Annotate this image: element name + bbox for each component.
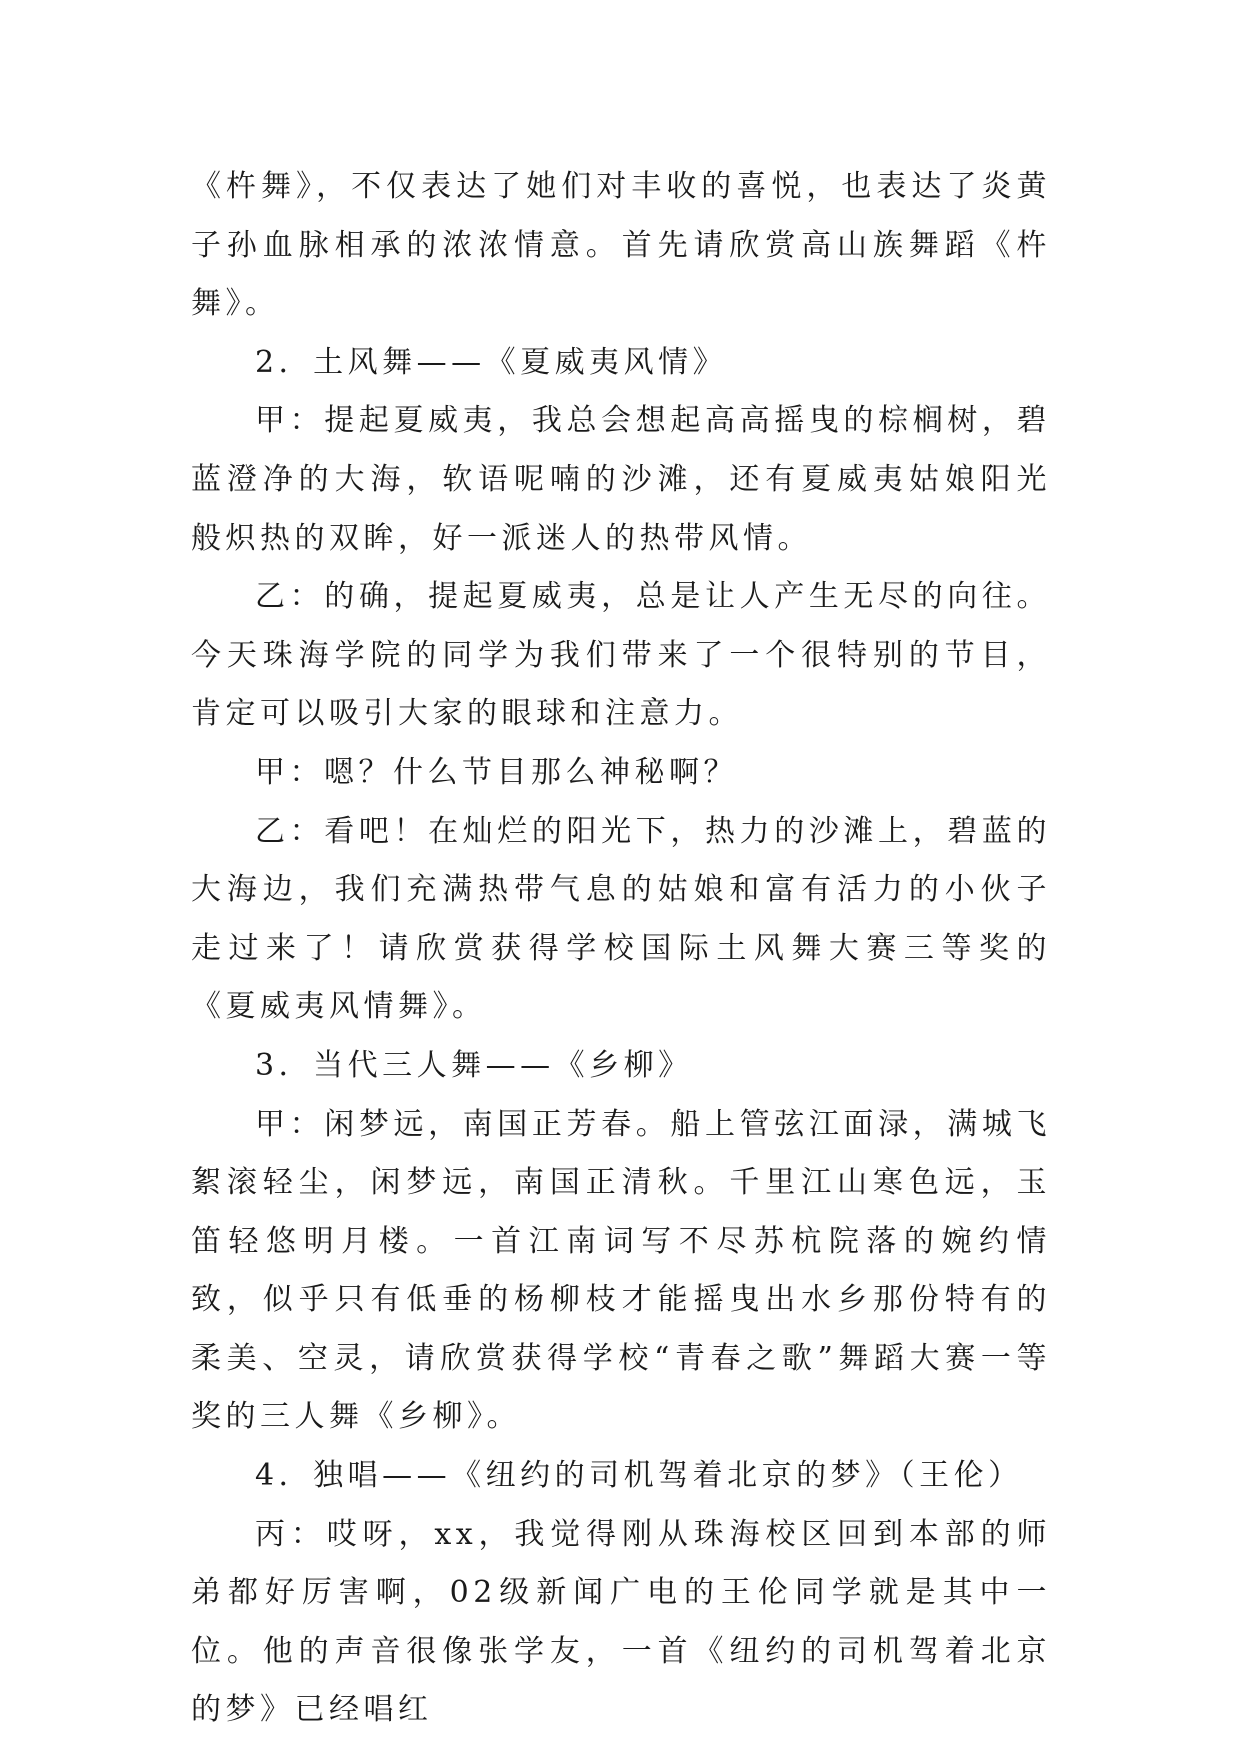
section-heading: 3．当代三人舞——《乡柳》 xyxy=(255,1047,693,1083)
paragraph: 《杵舞》，不仅表达了她们对丰收的喜悦，也表达了炎黄子孙血脉相承的浓浓情意。首先请欣赏高山族舞蹈《杵舞》。 xyxy=(191,169,1051,322)
paragraph: 乙：看吧！在灿烂的阳光下，热力的沙滩上，碧蓝的大海边，我们充满热带气息的姑娘和富有活力的小伙子走过来了！请欣赏获得学校国际土风舞大赛三等奖的《夏威夷风情舞》。 xyxy=(191,813,1051,1025)
paragraph: 乙：的确，提起夏威夷，总是让人产生无尽的向往。今天珠海学院的同学为我们带来了一个很特别的节目，肯定可以吸引大家的眼球和注意力。 xyxy=(191,579,1051,732)
section-heading: 4．独唱——《纽约的司机驾着北京的梦》（王伦） xyxy=(255,1458,1023,1494)
paragraph: 甲：嗯？什么节目那么神秘啊？ xyxy=(255,754,738,790)
paragraph: 甲：提起夏威夷，我总会想起高高摇曳的棕榈树，碧蓝澄净的大海，软语呢喃的沙滩，还有夏威夷姑娘阳光般炽热的双眸，好一派迷人的热带风情。 xyxy=(191,403,1051,556)
paragraph: 丙：哎呀，xx，我觉得刚从珠海校区回到本部的师弟都好厉害啊，02级新闻广电的王伦同学就是其中一位。他的声音很像张学友，一首《纽约的司机驾着北京的梦》已经唱红 xyxy=(191,1516,1051,1728)
section-heading: 2．土风舞——《夏威夷风情》 xyxy=(255,344,728,380)
document-body xyxy=(191,158,1051,1740)
paragraph: 甲：闲梦远，南国正芳春。船上管弦江面渌，满城飞絮滚轻尘，闲梦远，南国正清秋。千里江山寒色远，玉笛轻悠明月楼。一首江南词写不尽苏杭院落的婉约情致，似乎只有低垂的杨柳枝才能摇曳出水乡那份特有的柔美、空灵，请欣赏获得学校“青春之歌”舞蹈大赛一等奖的三人舞《乡柳》。 xyxy=(191,1106,1051,1435)
